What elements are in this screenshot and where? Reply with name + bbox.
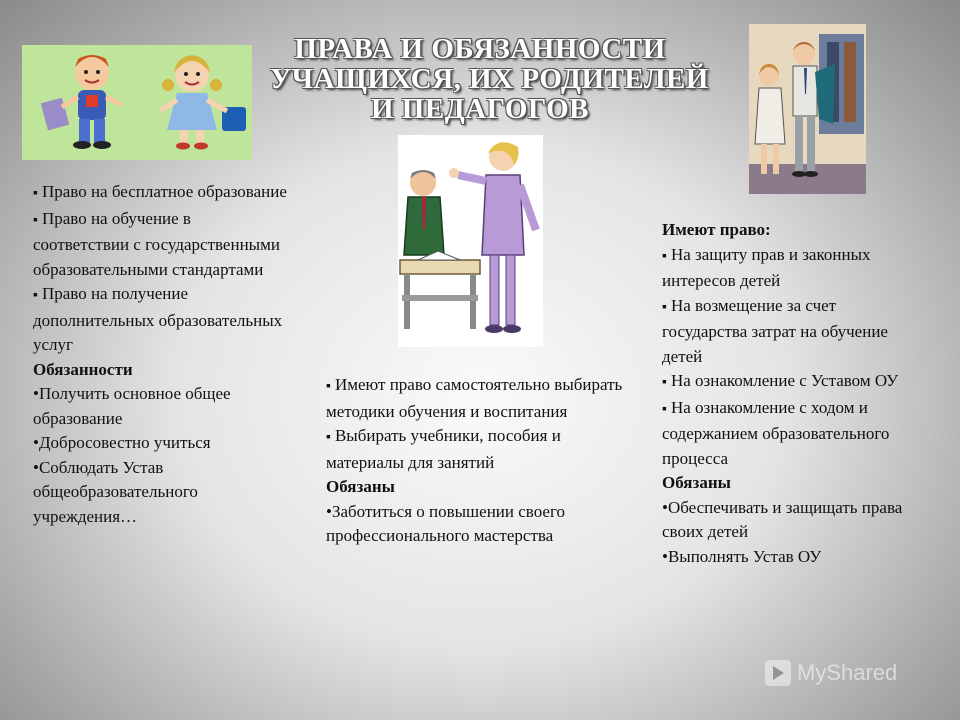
teacher-right-item: ▪ Выбирать учебники, пособия и материалы для занятий	[326, 424, 631, 475]
kids-illustration	[22, 45, 252, 160]
student-duty-item: • Добросовестно учиться	[33, 431, 288, 456]
student-duty-item: • Соблюдать Устав общеобразовательного учреждения…	[33, 456, 288, 530]
watermark	[765, 660, 897, 686]
student-duty-item: • Получить основное общее образование	[33, 382, 288, 431]
students-duties-heading: Обязанности	[33, 359, 133, 379]
student-right-item: ▪ Право на получение дополнительных образовательных услуг	[33, 282, 288, 358]
parent-right-item: ▪ На ознакомление с ходом и содержанием образовательного процесса	[662, 396, 912, 472]
parents-column	[662, 218, 912, 569]
teacher-right-item: ▪ Имеют право самостоятельно выбирать методики обучения и воспитания	[326, 373, 631, 424]
parent-duty-item: • Обеспечивать и защищать права своих детей	[662, 496, 912, 545]
parents-illustration	[749, 24, 866, 194]
teachers-duties-heading: Обязаны	[326, 477, 395, 496]
watermark-text: MyShared	[797, 660, 898, 685]
student-right-item: ▪ Право на бесплатное образование	[33, 180, 288, 207]
slide-title	[270, 33, 709, 125]
teachers-column	[326, 373, 631, 549]
student-right-item: ▪ Право на обучение в соответствии с государственными образовательными стандартами	[33, 207, 288, 283]
parents-duties-heading: Обязаны	[662, 473, 731, 492]
parents-rights-heading: Имеют право:	[662, 220, 771, 239]
parent-right-item: ▪ На защиту прав и законных интересов детей	[662, 243, 912, 294]
students-column	[33, 180, 288, 529]
title-line-3: И ПЕДАГОГОВ	[370, 93, 589, 125]
parent-duty-item: • Выполнять Устав ОУ	[662, 545, 912, 570]
teacher-duty-item: • Заботиться о повышении своего профессионального мастерства	[326, 500, 631, 549]
teacher-student-illustration	[398, 135, 543, 347]
parent-right-item: ▪ На возмещение за счет государства затрат на обучение детей	[662, 294, 912, 370]
parent-right-item: ▪ На ознакомление с Уставом ОУ	[662, 369, 912, 396]
title-line-2: УЧАЩИХСЯ, ИХ РОДИТЕЛЕЙ	[270, 63, 709, 95]
title-line-1: ПРАВА И ОБЯЗАННОСТИ	[294, 33, 666, 65]
play-icon	[765, 660, 791, 686]
